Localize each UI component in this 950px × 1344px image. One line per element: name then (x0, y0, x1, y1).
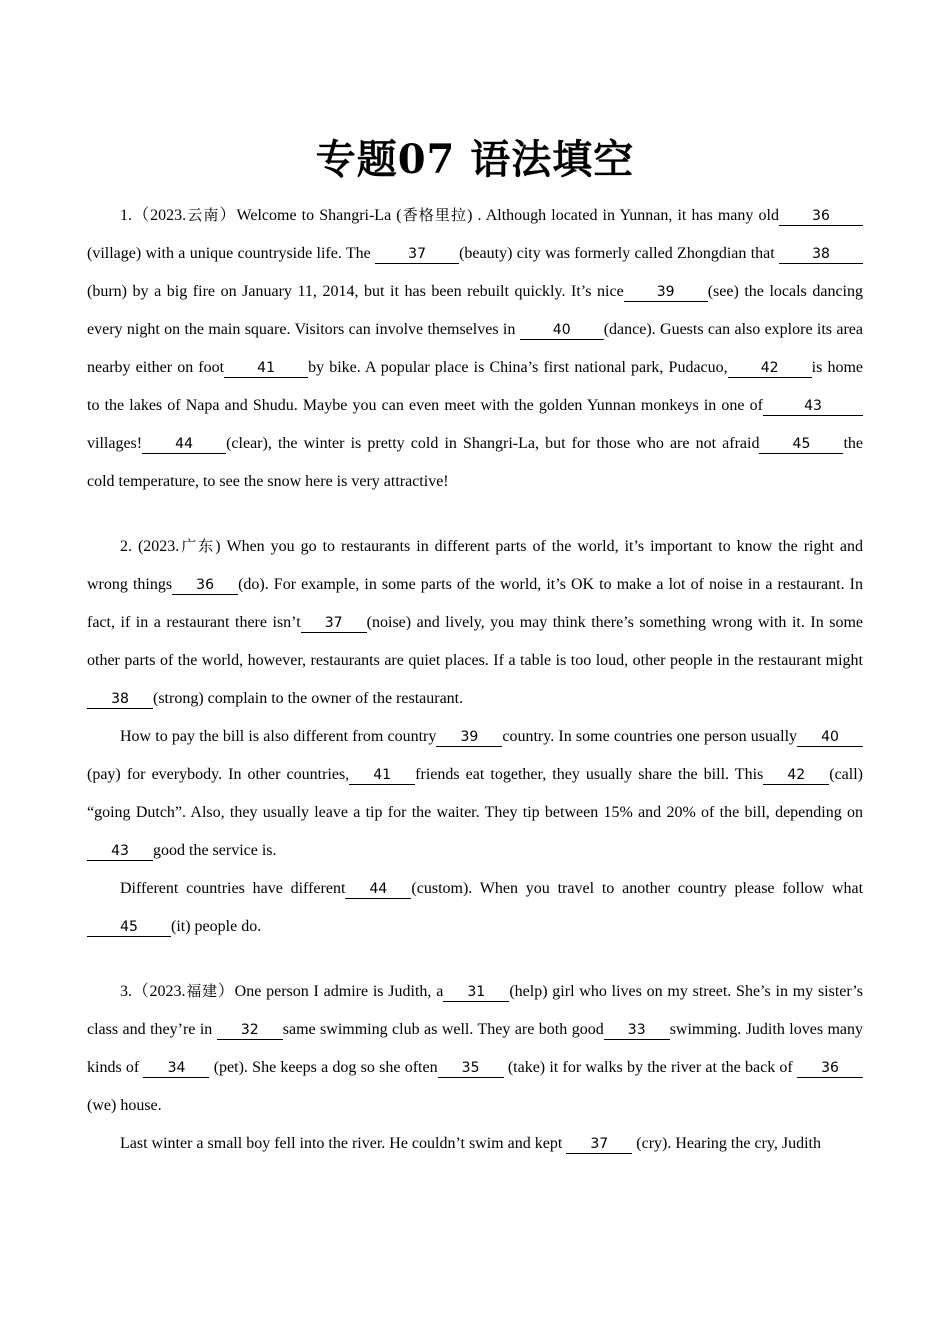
answer-blank[interactable]: 39 (436, 728, 502, 747)
source-region-label: 香格里拉 (401, 206, 468, 224)
answer-blank[interactable]: 35 (438, 1059, 504, 1078)
passage-text: good the service is. (153, 842, 277, 859)
passage-3-paragraph (87, 1125, 863, 1163)
passage-text: 1.（2023. (120, 207, 187, 224)
answer-blank[interactable]: 41 (224, 359, 308, 378)
passage-text: (burn) by a big fire on January 11, 2014, but it has been rebuilt quickly. It’s nice (87, 283, 624, 300)
document-body (87, 196, 863, 1163)
passage-text: (dance). Guests can also explore its area nearby either on foot (87, 321, 864, 376)
passage-text: How to pay the bill is also different from country (120, 728, 437, 745)
passage-text: (noise) and lively, you may think there’s something wrong with it. In some other parts of the world, however, restaurants are quiet places. If a table is too loud, other people in the restaurant might (87, 614, 863, 669)
passage-text: (custom). When you travel to another country please follow what (411, 880, 864, 897)
passage-text: (do). For example, in some parts of the world, it’s OK to make a lot of noise in a restaurant. In fact, if in a restaurant there isn’t (87, 576, 863, 631)
passage-text: (take) it for walks by the river at the back of (503, 1059, 798, 1076)
passage-text: (cry). Hearing the cry, Judith (632, 1135, 821, 1152)
answer-blank[interactable]: 38 (779, 245, 863, 264)
answer-blank[interactable]: 40 (797, 728, 863, 747)
passage-text: by bike. A popular place is China’s first national park, Pudacuo, (308, 359, 728, 376)
answer-blank[interactable]: 43 (87, 842, 153, 861)
passage-text: ）Welcome to Shangri-La ( (219, 207, 402, 224)
passage-text: (pay) for everybody. In other countries, (87, 766, 350, 783)
passage-text: (call) “going Dutch”. Also, they usually leave a tip for the waiter. They tip between 15% and 20% of the bill, depending on (87, 766, 863, 821)
passage-text: is home to the lakes of Napa and Shudu. Maybe you can even meet with the golden Yunnan monkeys in one of (87, 359, 863, 414)
passage-text: (see) the locals dancing every night on the main square. Visitors can involve themselves in (87, 283, 863, 338)
answer-blank[interactable]: 44 (142, 435, 226, 454)
passage-text: ) . Although located in Yunnan, it has many old (467, 207, 779, 224)
passage-text: (help) girl who lives on my street. She’s in my sister’s class and they’re in (87, 983, 863, 1038)
answer-blank[interactable]: 45 (759, 435, 843, 454)
passage-text: (pet). She keeps a dog so she often (209, 1059, 438, 1076)
passage-2-paragraph (87, 718, 863, 870)
passage-text: 3.（2023. (120, 983, 186, 1000)
passage-text: 2. (2023. (120, 538, 180, 555)
passage-2-paragraph (87, 870, 863, 946)
passage-text: the cold temperature, to see the snow here is very attractive! (87, 435, 863, 490)
passage-text: (beauty) city was formerly called Zhongdian that (459, 245, 779, 262)
passage-2-paragraph (87, 527, 863, 718)
answer-blank[interactable]: 36 (797, 1059, 863, 1078)
passage-text: (village) with a unique countryside life. The (87, 245, 376, 262)
passage-text: (we) house. (87, 1097, 162, 1114)
answer-blank[interactable]: 36 (172, 576, 238, 595)
source-region-label: 福建 (185, 982, 218, 1000)
answer-blank[interactable]: 34 (143, 1059, 209, 1078)
passage-text: (strong) complain to the owner of the restaurant. (153, 690, 464, 707)
passage-text: (it) people do. (171, 918, 262, 935)
answer-blank[interactable]: 37 (301, 614, 367, 633)
answer-blank[interactable]: 33 (604, 1021, 670, 1040)
answer-blank[interactable]: 44 (345, 880, 411, 899)
passage-text: ) When you go to restaurants in different parts of the world, it’s important to know the right and wrong things (87, 538, 863, 593)
answer-blank[interactable]: 40 (520, 321, 604, 340)
answer-blank[interactable]: 43 (763, 397, 863, 416)
passage-text: Different countries have different (120, 880, 346, 897)
source-region-label: 广东 (179, 537, 216, 555)
passage-text: country. In some countries one person usually (502, 728, 798, 745)
answer-blank[interactable]: 42 (763, 766, 829, 785)
answer-blank[interactable]: 32 (217, 1021, 283, 1040)
answer-blank[interactable]: 37 (375, 245, 459, 264)
passage-3-paragraph (87, 972, 863, 1125)
page-title: 专题07 语法填空 (315, 136, 635, 183)
passage-text: same swimming club as well. They are both good (282, 1021, 604, 1038)
answer-blank[interactable]: 45 (87, 918, 171, 937)
passage-text: Last winter a small boy fell into the river. He couldn’t swim and kept (120, 1135, 567, 1152)
source-region-label: 云南 (186, 206, 220, 224)
passage-text: swimming. Judith loves many kinds of (87, 1021, 864, 1076)
answer-blank[interactable]: 42 (728, 359, 812, 378)
passage-text: (clear), the winter is pretty cold in Shangri-La, but for those who are not afraid (226, 435, 760, 452)
answer-blank[interactable]: 36 (779, 207, 863, 226)
answer-blank[interactable]: 39 (624, 283, 708, 302)
passage-text: friends eat together, they usually share the bill. This (415, 766, 764, 783)
passage-text: villages! (87, 435, 143, 452)
answer-blank[interactable]: 37 (566, 1135, 632, 1154)
answer-blank[interactable]: 31 (443, 983, 509, 1002)
answer-blank[interactable]: 41 (349, 766, 415, 785)
passage-text: ）One person I admire is Judith, a (217, 983, 444, 1000)
passage-1-paragraph (87, 196, 863, 501)
answer-blank[interactable]: 38 (87, 690, 153, 709)
